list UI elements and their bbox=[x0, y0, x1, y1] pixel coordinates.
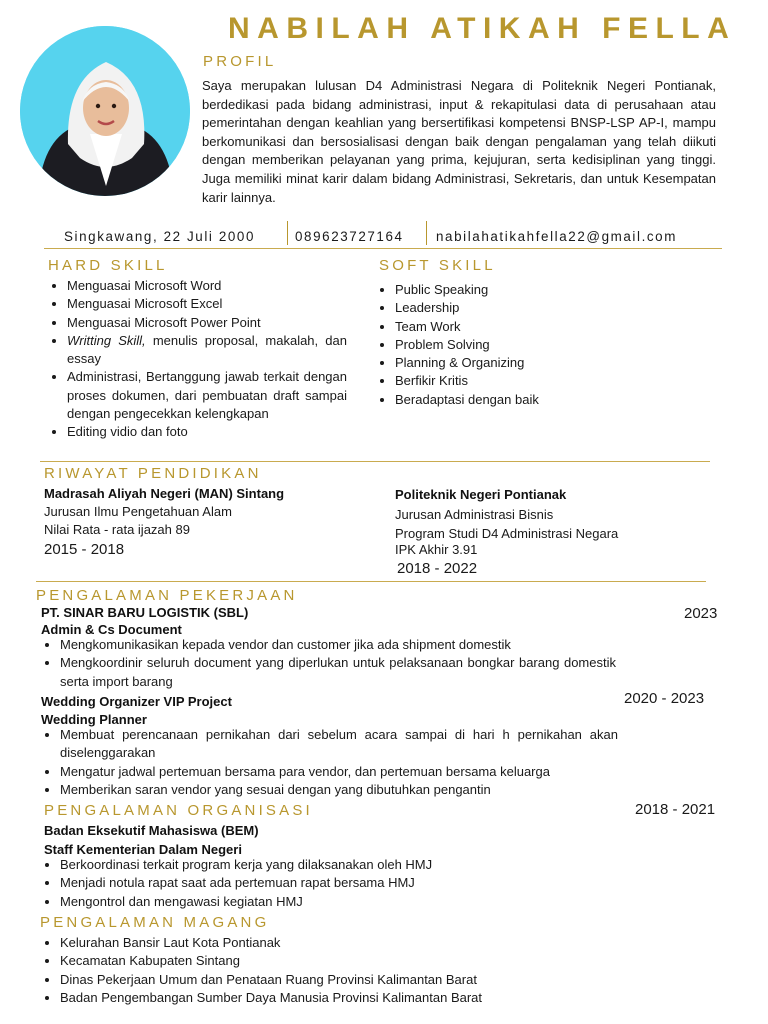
profile-photo bbox=[20, 26, 190, 196]
list-item: • Beradaptasi dengan baik bbox=[395, 391, 705, 409]
list-item: • Badan Pengembangan Sumber Daya Manusia Provinsi Kalimantan Barat bbox=[60, 989, 660, 1007]
internship-list bbox=[40, 934, 660, 1007]
list-item: • Berkoordinasi terkait program kerja yang dilaksanakan oleh HMJ bbox=[60, 856, 620, 874]
school-program: Program Studi D4 Administrasi Negara bbox=[395, 526, 619, 541]
email-address: nabilahatikahfella22@gmail.com bbox=[436, 229, 677, 244]
profile-summary: Saya merupakan lulusan D4 Administrasi Negara di Politeknik Negeri Pontianak, berdedikasi pada bidang administrasi, input & rekapitulasi data di perusahaan atau pemerintahan dengan keahlian yang bersertifikasi kompetensi BNSP-LSP AP-I, mampu berkomunikasi dan bersosialisasi dengan baik dengan pengalaman yang telah diikuti dengan memberikan pelayanan yang prima, kejujuran, serta kedisiplinan yang tinggi. Juga memiliki minat karir dalam bidang Administrasi, Sekretaris, dan untuk Kesempatan karir lainnya. bbox=[202, 78, 716, 205]
job-role: Wedding Planner bbox=[41, 712, 147, 727]
list-item: • Mengontrol dan mengawasi kegiatan HMJ bbox=[60, 893, 620, 911]
list-item: • Menguasai Microsoft Word bbox=[67, 277, 347, 295]
school-major: Jurusan Administrasi Bisnis bbox=[395, 507, 554, 522]
list-item: • Editing vidio dan foto bbox=[67, 423, 347, 441]
list-item: • Public Speaking bbox=[395, 281, 705, 299]
work-duties bbox=[40, 726, 618, 799]
list-item: • Membuat perencanaan pernikahan dari sebelum acara sampai di hari h pernikahan akan diselenggarakan bbox=[60, 726, 618, 763]
divider-line bbox=[40, 461, 710, 462]
school-name: Madrasah Aliyah Negeri (MAN) Sintang bbox=[44, 486, 285, 501]
list-item: • Menjadi notula rapat saat ada pertemuan rapat bersama HMJ bbox=[60, 874, 620, 892]
company-name: Wedding Organizer VIP Project bbox=[41, 694, 232, 709]
phone-number: 089623727164 bbox=[295, 229, 404, 244]
list-item: • Menguasai Microsoft Power Point bbox=[67, 314, 347, 332]
list-item: • Kelurahan Bansir Laut Kota Pontianak bbox=[60, 934, 660, 952]
writing-skill-desc: menulis proposal, makalah, dan essay bbox=[67, 332, 347, 367]
organization-years: 2018 - 2021 bbox=[635, 801, 716, 818]
list-item: • Problem Solving bbox=[395, 336, 705, 354]
list-item: • Mengkoordinir seluruh document yang diperlukan untuk pelaksanaan bongkar barang domestik serta import barang bbox=[60, 654, 616, 691]
company-name: PT. SINAR BARU LOGISTIK (SBL) bbox=[41, 605, 249, 620]
soft-skill-heading: SOFT SKILL bbox=[379, 257, 496, 274]
list-item bbox=[67, 332, 347, 369]
school-years: 2018 - 2022 bbox=[397, 560, 478, 577]
writing-skill-label: Writting Skill, bbox=[67, 332, 146, 348]
list-item: • Planning & Organizing bbox=[395, 354, 705, 372]
list-item: • Dinas Pekerjaan Umum dan Penataan Ruang Provinsi Kalimantan Barat bbox=[60, 971, 660, 989]
list-item: • Memberikan saran vendor yang sesuai dengan yang dibutuhkan pengantin bbox=[60, 781, 618, 799]
school-major: Jurusan Ilmu Pengetahuan Alam bbox=[44, 504, 232, 519]
list-item: • Mengatur jadwal pertemuan bersama para vendor, dan pertemuan bersama keluarga bbox=[60, 763, 618, 781]
birth-info: Singkawang, 22 Juli 2000 bbox=[64, 229, 256, 244]
list-item: • Kecamatan Kabupaten Sintang bbox=[60, 952, 660, 970]
organization-role: Staff Kementerian Dalam Negeri bbox=[44, 842, 242, 857]
soft-skill-list bbox=[375, 281, 705, 409]
divider-line bbox=[36, 581, 706, 582]
divider-line bbox=[44, 248, 722, 249]
contact-divider bbox=[426, 221, 427, 245]
hard-skill-list bbox=[47, 277, 347, 442]
job-role: Admin & Cs Document bbox=[41, 622, 182, 637]
school-years: 2015 - 2018 bbox=[44, 541, 125, 558]
work-years: 2020 - 2023 bbox=[624, 690, 705, 707]
school-gpa: IPK Akhir 3.91 bbox=[395, 542, 478, 557]
list-item: • Administrasi, Bertanggung jawab terkait dengan proses dokumen, dari pembuatan draft sampai dengan pengecekkan kelengkapan bbox=[67, 368, 347, 423]
organization-duties bbox=[40, 856, 620, 911]
list-item: • Menguasai Microsoft Excel bbox=[67, 295, 347, 313]
work-heading: PENGALAMAN PEKERJAAN bbox=[36, 587, 298, 604]
education-heading: RIWAYAT PENDIDIKAN bbox=[44, 465, 262, 482]
school-name: Politeknik Negeri Pontianak bbox=[395, 487, 567, 502]
profile-heading: PROFIL bbox=[203, 53, 277, 70]
organization-heading: PENGALAMAN ORGANISASI bbox=[44, 802, 313, 819]
person-portrait-icon bbox=[20, 26, 190, 196]
list-item: • Mengkomunikasikan kepada vendor dan customer jika ada shipment domestik bbox=[60, 636, 616, 654]
hard-skill-heading: HARD SKILL bbox=[48, 257, 168, 274]
list-item: • Team Work bbox=[395, 318, 705, 336]
internship-heading: PENGALAMAN MAGANG bbox=[40, 914, 270, 931]
list-item: • Leadership bbox=[395, 299, 705, 317]
list-item: • Berfikir Kritis bbox=[395, 372, 705, 390]
organization-name: Badan Eksekutif Mahasiswa (BEM) bbox=[44, 823, 259, 838]
contact-divider bbox=[287, 221, 288, 245]
resume-name: NABILAH ATIKAH FELLA bbox=[228, 12, 737, 45]
work-years: 2023 bbox=[684, 605, 718, 622]
school-grade: Nilai Rata - rata ijazah 89 bbox=[44, 522, 190, 537]
work-duties bbox=[40, 636, 616, 691]
